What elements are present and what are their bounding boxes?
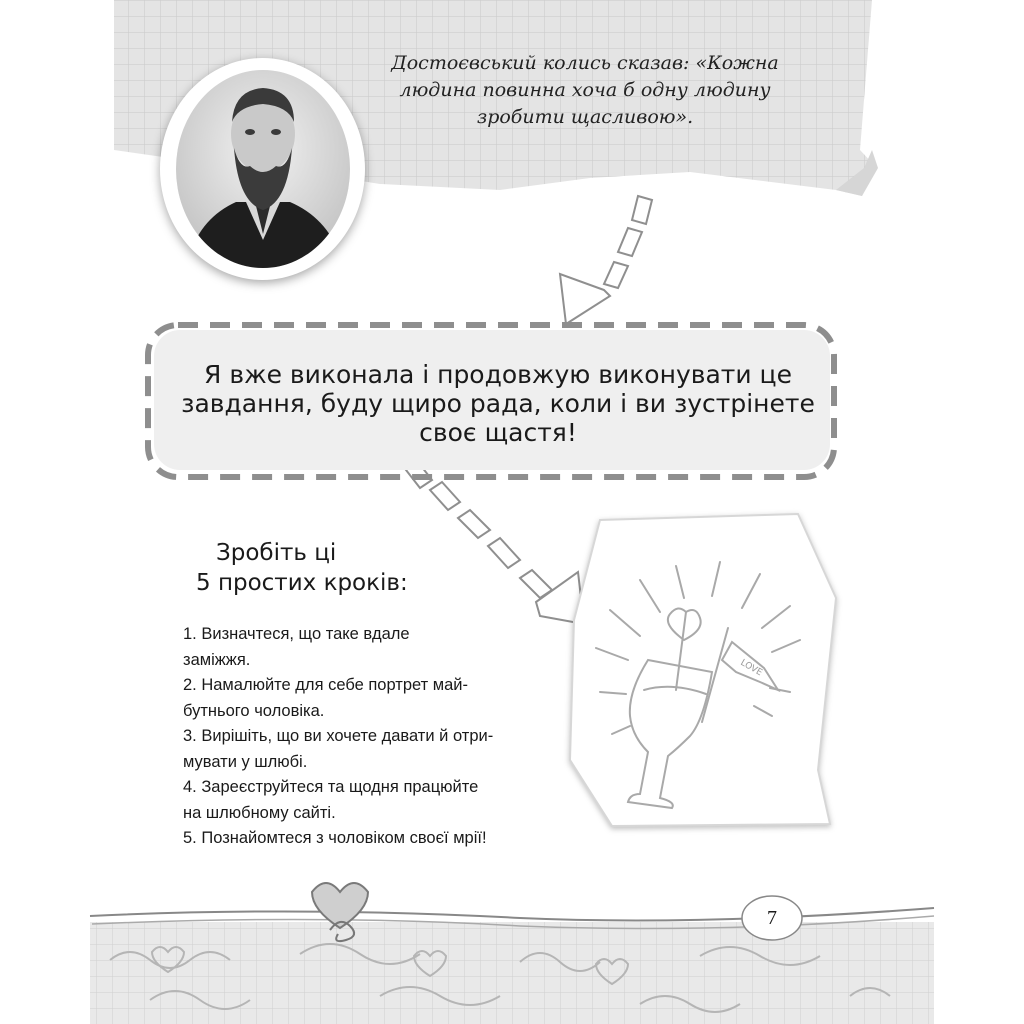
quote-text: Достоєвський колись сказав: «Кожна людина повинна хоча б одну людину зробити щасливою». xyxy=(391,52,779,128)
list-item: бутнього чоловіка. xyxy=(183,701,325,720)
note-text: Я вже виконала і продовжую виконувати це завдання, буду щиро рада, коли і ви зустрінете своє щастя! xyxy=(181,360,815,447)
list-item: 2. Намалюйте для себе портрет май- xyxy=(183,676,469,694)
dashed-arrow-top xyxy=(560,196,652,324)
page-number: 7 xyxy=(767,907,777,929)
list-item: на шлюбному сайті. xyxy=(183,803,336,822)
list-item: 5. Познайомтеся з чоловіком своєї мрії! xyxy=(183,829,487,847)
steps-heading: Зробіть ці 5 простих кроків: xyxy=(196,540,408,596)
list-item: 3. Вирішіть, що ви хочете давати й отри- xyxy=(183,727,494,745)
list-item: 4. Зареєструйтеся та щодня працюйте xyxy=(183,778,479,796)
love-banner-text: LOVE xyxy=(738,657,764,679)
portrait-photo xyxy=(176,70,350,268)
list-item: мувати у шлюбі. xyxy=(183,752,308,771)
list-item: 1. Визначтеся, що таке вдале xyxy=(183,625,410,643)
list-item: заміжжя. xyxy=(183,650,251,669)
steps-list xyxy=(183,622,543,852)
footer-band xyxy=(90,883,934,1024)
